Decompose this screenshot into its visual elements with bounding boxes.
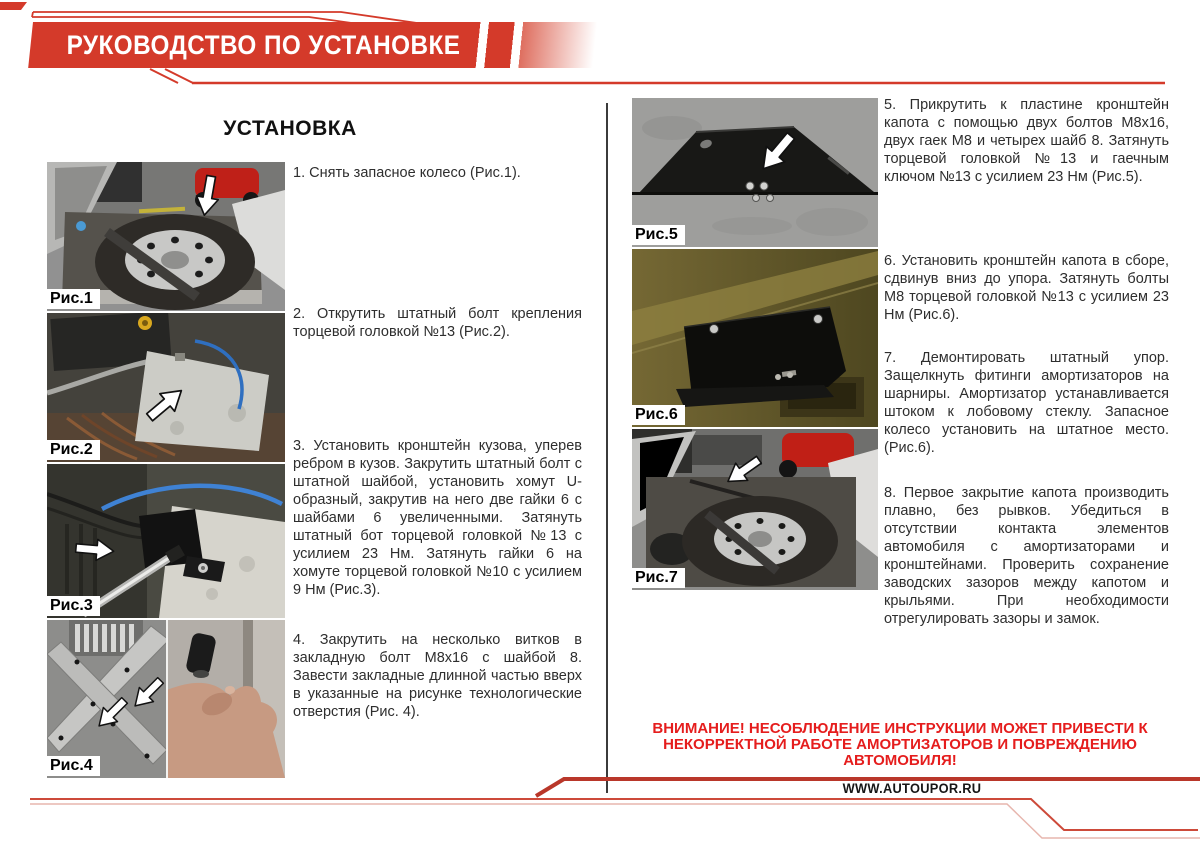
figure-2-label: Рис.2 <box>47 440 100 460</box>
step-3-text: 3. Установить кронштейн кузова, уперев ребром в кузов. Закрутить штатный болт с штатной шайбой, установить хомут U-образный, закрутив на него две гайки 6 с шайбами 6 увеличенными. Затянуть штатный бот торцевой головкой №13 с усилием 23 Нм. Затянуть гайки 6 на хомуте торцевой головкой №10 с усилием 9 Нм (Рис.3). <box>293 438 582 598</box>
website-text: WWW.AUTOUPOR.RU <box>842 781 982 796</box>
warning-text: ВНИМАНИЕ! НЕСОБЛЮДЕНИЕ ИНСТРУКЦИИ МОЖЕТ ПРИВЕСТИ К НЕКОРРЕКТНОЙ РАБОТЕ АМОРТИЗАТОРОВ И ПОВРЕЖДЕНИЮ АВТОМОБИЛЯ! <box>652 720 1148 769</box>
figure-1-photo <box>47 162 285 311</box>
figure-4-photo <box>47 620 285 778</box>
figure-6-label: Рис.6 <box>632 405 685 425</box>
step-2-text: 2. Открутить штатный болт крепления торцевой головкой №13 (Рис.2). <box>293 306 582 340</box>
figure-2-photo <box>47 313 285 462</box>
step-5-text: 5. Прикрутить к пластине кронштейн капота с помощью двух болтов М8х16, двух гаек М8 и четырех шайб 8. Затянуть торцевой головкой №13 и гаечным ключом №13 с усилием 23 Нм (Рис.5). <box>884 97 1169 185</box>
figure-3-label: Рис.3 <box>47 596 100 616</box>
figure-6-photo <box>632 249 878 427</box>
step-1-text: 1. Снять запасное колесо (Рис.1). <box>293 165 521 181</box>
page-title: РУКОВОДСТВО ПО УСТАНОВКЕ <box>66 30 461 60</box>
header-banner <box>28 22 603 68</box>
corner-accent-shape <box>0 2 27 10</box>
figure-3-photo <box>47 464 285 618</box>
column-divider <box>606 103 608 793</box>
step-8-text: 8. Первое закрытие капота производить плавно, без рывков. Убедиться в отсутствии контакта элементов автомобиля с амортизаторами и кронштейнами. Проверить сохранение заводских зазоров между капотом и крыльями. При необходимости отрегулировать зазоры и замок. <box>884 485 1169 627</box>
section-title: УСТАНОВКА <box>223 117 357 140</box>
figure-5-label: Рис.5 <box>632 225 685 245</box>
figure-1-label: Рис.1 <box>47 289 100 309</box>
footer-decoration <box>0 770 1200 848</box>
step-6-text: 6. Установить кронштейн капота в сборе, сдвинув вниз до упора. Затянуть болты М8 торцевой головкой №13 с усилием 23 Нм (Рис.6). <box>884 253 1169 323</box>
step-4-text: 4. Закрутить на несколько витков в закладную болт М8х16 с шайбой 8. Завести закладные длинной частью вверх в указанные на рисунке технологические отверстия (Рис. 4). <box>293 632 582 720</box>
figure-7-photo <box>632 429 878 590</box>
figure-7-label: Рис.7 <box>632 568 685 588</box>
step-7-text: 7. Демонтировать штатный упор. Защелкнуть фитинги амортизаторов на шарниры. Амортизатор устанавливается штоком к лобовому стеклу. Запасное колесо установить на штатное место. (Рис.6). <box>884 350 1169 456</box>
figure-5-photo <box>632 98 878 247</box>
figure-4-label: Рис.4 <box>47 756 100 776</box>
